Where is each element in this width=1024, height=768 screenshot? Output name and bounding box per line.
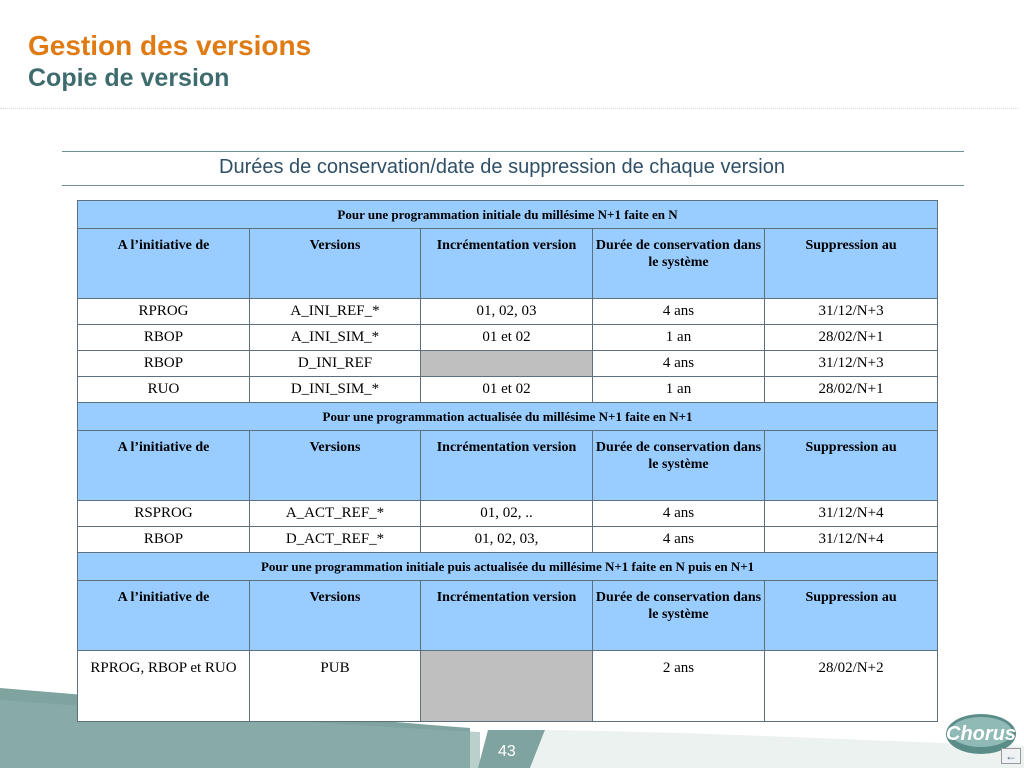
page-title: Gestion des versions — [28, 30, 312, 61]
cell-version: A_INI_SIM_* — [250, 325, 421, 351]
cell-version: PUB — [250, 651, 421, 722]
column-header-row — [78, 431, 938, 501]
col-header-initiative: A l’initiative de — [78, 581, 250, 651]
cell-increment: 01 et 02 — [421, 377, 593, 403]
section-title: Pour une programmation initiale puis actualisée du millésime N+1 faite en N puis en N+1 — [78, 553, 938, 581]
col-header-deletion: Suppression au — [765, 229, 938, 299]
column-header-row — [78, 229, 938, 299]
col-header-increment: Incrémentation version — [421, 229, 593, 299]
cell-increment-empty — [421, 351, 593, 377]
page-subtitle: Copie de version — [28, 64, 230, 92]
cell-deletion: 31/12/N+4 — [765, 501, 938, 527]
cell-initiative: RSPROG — [78, 501, 250, 527]
cell-duration: 1 an — [593, 325, 765, 351]
back-nav-button[interactable]: ← — [1001, 748, 1021, 764]
cell-increment: 01, 02, 03 — [421, 299, 593, 325]
section-header-row — [78, 403, 938, 431]
cell-duration: 4 ans — [593, 299, 765, 325]
cell-duration: 1 an — [593, 377, 765, 403]
heading-rule-bottom — [62, 185, 964, 186]
cell-version: A_ACT_REF_* — [250, 501, 421, 527]
table-row — [78, 351, 938, 377]
col-header-versions: Versions — [250, 431, 421, 501]
table-row — [78, 325, 938, 351]
cell-initiative: RBOP — [78, 351, 250, 377]
section-title: Pour une programmation actualisée du millésime N+1 faite en N+1 — [78, 403, 938, 431]
page-number: 43 — [498, 743, 516, 760]
table-row — [78, 299, 938, 325]
col-header-versions: Versions — [250, 229, 421, 299]
cell-initiative: RPROG, RBOP et RUO — [78, 651, 250, 722]
table-row — [78, 651, 938, 722]
col-header-deletion: Suppression au — [765, 581, 938, 651]
col-header-deletion: Suppression au — [765, 431, 938, 501]
cell-duration: 4 ans — [593, 351, 765, 377]
cell-deletion: 28/02/N+1 — [765, 377, 938, 403]
cell-increment: 01 et 02 — [421, 325, 593, 351]
cell-increment-empty — [421, 651, 593, 722]
cell-version: D_INI_SIM_* — [250, 377, 421, 403]
cell-deletion: 28/02/N+2 — [765, 651, 938, 722]
cell-deletion: 31/12/N+3 — [765, 351, 938, 377]
section-header-row — [78, 201, 938, 229]
cell-version: A_INI_REF_* — [250, 299, 421, 325]
cell-initiative: RBOP — [78, 527, 250, 553]
cell-duration: 4 ans — [593, 527, 765, 553]
col-header-duration: Durée de conservation dans le système — [593, 431, 765, 501]
col-header-increment: Incrémentation version — [421, 431, 593, 501]
retention-table — [77, 200, 938, 722]
cell-version: D_ACT_REF_* — [250, 527, 421, 553]
cell-duration: 2 ans — [593, 651, 765, 722]
logo-text: Chorus — [946, 723, 1016, 745]
cell-deletion: 28/02/N+1 — [765, 325, 938, 351]
section-header-row — [78, 553, 938, 581]
heading-rule-top — [62, 151, 964, 152]
column-header-row — [78, 581, 938, 651]
cell-increment: 01, 02, 03, — [421, 527, 593, 553]
section-heading: Durées de conservation/date de suppression de chaque version — [219, 156, 785, 178]
col-header-duration: Durée de conservation dans le système — [593, 581, 765, 651]
title-divider — [0, 108, 1018, 109]
section-title: Pour une programmation initiale du millésime N+1 faite en N — [78, 201, 938, 229]
cell-version: D_INI_REF — [250, 351, 421, 377]
table-row — [78, 527, 938, 553]
table-row — [78, 501, 938, 527]
cell-duration: 4 ans — [593, 501, 765, 527]
table-row — [78, 377, 938, 403]
col-header-duration: Durée de conservation dans le système — [593, 229, 765, 299]
col-header-versions: Versions — [250, 581, 421, 651]
cell-initiative: RUO — [78, 377, 250, 403]
cell-increment: 01, 02, .. — [421, 501, 593, 527]
cell-deletion: 31/12/N+3 — [765, 299, 938, 325]
col-header-initiative: A l’initiative de — [78, 431, 250, 501]
cell-initiative: RPROG — [78, 299, 250, 325]
col-header-increment: Incrémentation version — [421, 581, 593, 651]
cell-initiative: RBOP — [78, 325, 250, 351]
cell-deletion: 31/12/N+4 — [765, 527, 938, 553]
col-header-initiative: A l’initiative de — [78, 229, 250, 299]
